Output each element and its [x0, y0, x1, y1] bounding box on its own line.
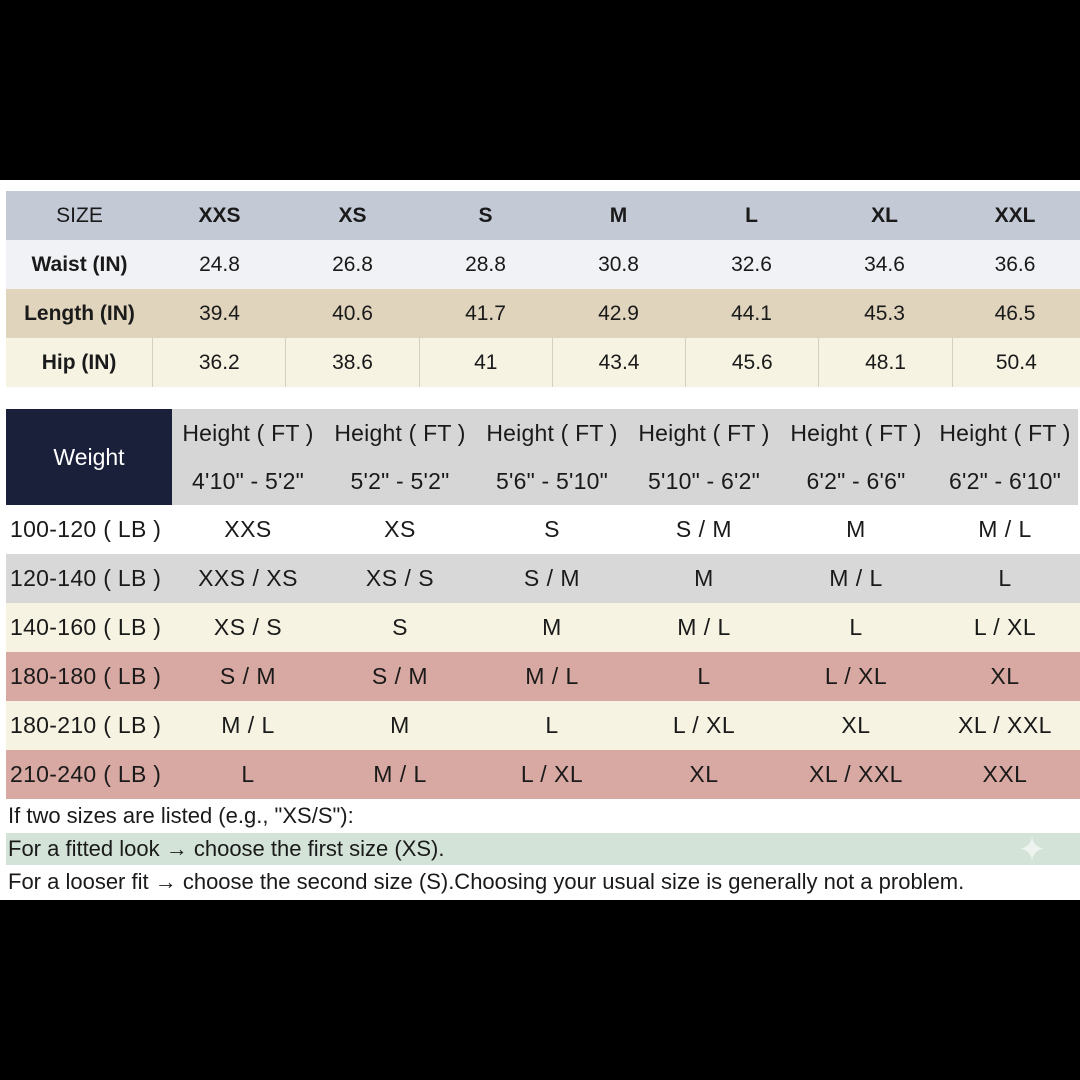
table-cell: XS	[384, 516, 416, 542]
table-cell: XXS	[224, 516, 272, 542]
table-cell: XL / XXL	[958, 712, 1052, 738]
table-row	[6, 505, 1080, 554]
height-label: Height ( FT )	[939, 419, 1071, 446]
table-cell: XS / S	[365, 565, 435, 591]
table-cell: XXL	[982, 761, 1028, 787]
size-header-cell: XXS	[198, 203, 241, 227]
height-column-header	[780, 409, 932, 505]
size-chart-sheet	[0, 180, 1080, 900]
note-fitted-look: For a fitted look → choose the first size (XS).	[6, 833, 1080, 865]
table-cell: M	[694, 565, 714, 591]
table-cell: L / XL	[672, 712, 736, 738]
measurement-header-row	[6, 191, 1080, 240]
table-cell: L	[697, 663, 711, 689]
table-cell: M	[390, 712, 410, 738]
note-two-sizes: If two sizes are listed (e.g., "XS/S"):	[8, 803, 354, 828]
table-row	[6, 603, 1080, 652]
table-cell: 41	[419, 338, 552, 387]
table-cell: 48.1	[818, 338, 951, 387]
table-cell: M / L	[829, 565, 883, 591]
height-range: 6'2" - 6'10"	[949, 467, 1061, 494]
table-cell: 30.8	[598, 252, 639, 276]
height-label: Height ( FT )	[182, 419, 314, 446]
fit-header-row	[6, 409, 1080, 505]
table-cell: 34.6	[864, 252, 905, 276]
measurement-table	[6, 191, 1080, 387]
weight-range: 100-120 ( LB )	[10, 516, 162, 542]
table-cell: XL	[990, 663, 1020, 689]
height-range: 5'2" - 5'2"	[350, 467, 450, 494]
table-cell: 40.6	[332, 301, 373, 325]
table-cell: XL / XXL	[809, 761, 903, 787]
size-header-cell: L	[745, 203, 758, 227]
note-looser-fit: For a looser fit → choose the second size (S).Choosing your usual size is generally not a problem.	[8, 869, 965, 894]
table-cell: L	[241, 761, 255, 787]
table-cell: 44.1	[731, 301, 772, 325]
table-cell: 45.3	[864, 301, 905, 325]
fit-table	[6, 409, 1080, 799]
table-row	[6, 701, 1080, 750]
table-cell: L	[998, 565, 1012, 591]
table-cell: 41.7	[465, 301, 506, 325]
height-label: Height ( FT )	[486, 419, 618, 446]
size-header-cell: S	[478, 203, 493, 227]
table-cell: S / M	[219, 663, 277, 689]
table-cell: XXS / XS	[198, 565, 298, 591]
table-cell: 36.2	[152, 338, 285, 387]
row-label: Length (IN)	[24, 301, 135, 325]
table-cell: 36.6	[994, 252, 1036, 276]
weight-header: Weight	[6, 409, 172, 505]
table-cell: 43.4	[552, 338, 685, 387]
hip-row	[6, 338, 1080, 387]
table-cell: S / M	[371, 663, 429, 689]
table-cell: XL	[841, 712, 871, 738]
table-cell: M / L	[525, 663, 579, 689]
table-row	[6, 750, 1080, 799]
table-cell: 46.5	[994, 301, 1036, 325]
table-cell: L / XL	[824, 663, 888, 689]
table-cell: 39.4	[199, 301, 240, 325]
table-cell: L / XL	[973, 614, 1037, 640]
sparkle-icon: ✦	[1017, 831, 1047, 869]
height-column-header	[628, 409, 780, 505]
weight-range: 180-180 ( LB )	[10, 663, 162, 689]
table-cell: S	[392, 614, 408, 640]
table-cell: S / M	[523, 565, 581, 591]
weight-range: 210-240 ( LB )	[10, 761, 162, 787]
table-cell: M / L	[373, 761, 427, 787]
height-column-header	[172, 409, 324, 505]
weight-range: 120-140 ( LB )	[10, 565, 162, 591]
weight-range: 140-160 ( LB )	[10, 614, 162, 640]
size-header-cell: XL	[871, 203, 898, 227]
table-cell: 38.6	[285, 338, 418, 387]
table-cell: M / L	[221, 712, 275, 738]
size-header-cell: XS	[338, 203, 367, 227]
row-label: Waist (IN)	[31, 252, 128, 276]
height-column-header	[324, 409, 476, 505]
length-row	[6, 289, 1080, 338]
table-cell: M / L	[978, 516, 1032, 542]
height-label: Height ( FT )	[790, 419, 922, 446]
height-range: 6'2" - 6'6"	[806, 467, 906, 494]
size-header-label: SIZE	[56, 203, 103, 227]
table-cell: M / L	[677, 614, 731, 640]
size-header-cell: M	[609, 203, 628, 227]
table-cell: L	[849, 614, 863, 640]
height-range: 4'10" - 5'2"	[192, 467, 304, 494]
table-cell: XL	[689, 761, 719, 787]
table-cell: L	[545, 712, 559, 738]
height-column-header	[932, 409, 1078, 505]
table-cell: 28.8	[465, 252, 506, 276]
table-row	[6, 652, 1080, 701]
table-cell: 26.8	[332, 252, 373, 276]
height-range: 5'6" - 5'10"	[496, 467, 608, 494]
table-cell: XS / S	[213, 614, 283, 640]
table-cell: S / M	[675, 516, 733, 542]
size-header-cell: XXL	[994, 203, 1036, 227]
table-cell: M	[846, 516, 866, 542]
table-row	[6, 554, 1080, 603]
table-cell: S	[544, 516, 560, 542]
waist-row	[6, 240, 1080, 289]
height-label: Height ( FT )	[638, 419, 770, 446]
height-label: Height ( FT )	[334, 419, 466, 446]
height-range: 5'10" - 6'2"	[648, 467, 760, 494]
table-cell: 32.6	[731, 252, 772, 276]
row-label: Hip (IN)	[41, 350, 117, 374]
table-cell: L / XL	[520, 761, 584, 787]
table-cell: M	[542, 614, 562, 640]
weight-range: 180-210 ( LB )	[10, 712, 162, 738]
table-cell: 50.4	[952, 338, 1080, 387]
height-column-header	[476, 409, 628, 505]
table-cell: 45.6	[685, 338, 818, 387]
table-cell: 42.9	[598, 301, 639, 325]
table-cell: 24.8	[199, 252, 240, 276]
